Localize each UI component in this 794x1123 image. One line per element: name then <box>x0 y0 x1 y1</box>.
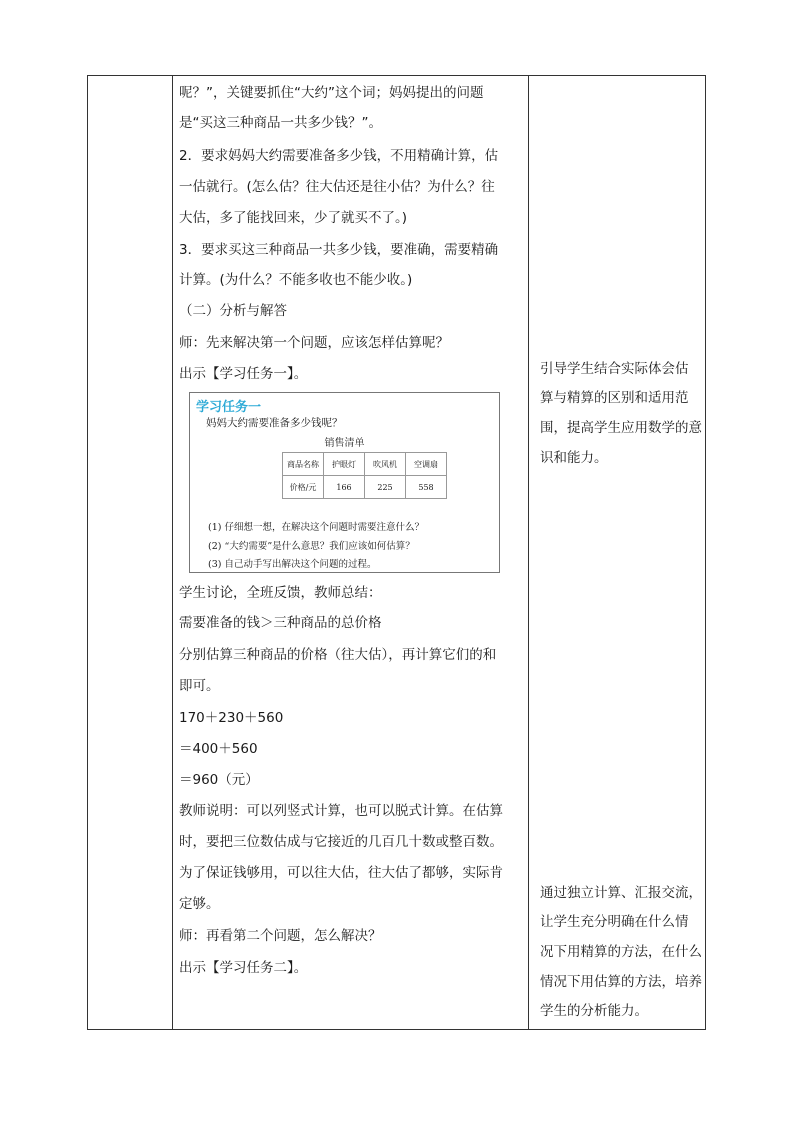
side-note-line: 况下用精算的方法，在什么 <box>540 944 702 960</box>
table-cell: 护眼灯 <box>324 453 365 476</box>
side-note-line: 算与精算的区别和适用范 <box>540 390 689 406</box>
task-item: (3) 自己动手写出解决这个问题的过程。 <box>208 559 377 570</box>
calc-line: 170＋230＋560 <box>179 710 284 726</box>
main-line: 定够。 <box>179 896 220 912</box>
task-item: (2) “大约需要”是什么意思？我们应该如何估算？ <box>208 541 415 552</box>
table-row <box>283 453 447 476</box>
side-note-line: 引导学生结合实际体会估 <box>540 361 689 377</box>
task-subtitle: 销售清单 <box>324 438 365 449</box>
main-line: 师：再看第二个问题，怎么解决？ <box>179 928 382 944</box>
column-divider-right <box>528 76 529 1029</box>
column-divider-left <box>172 76 173 1029</box>
task-title: 学习任务一 <box>196 400 262 415</box>
task-item: (1) 仔细想一想，在解决这个问题时需要注意什么？ <box>208 522 424 533</box>
task-question: 妈妈大约需要准备多少钱呢？ <box>206 417 343 429</box>
side-note-line: 识和能力。 <box>540 450 608 466</box>
table-cell: 166 <box>324 476 365 499</box>
main-line: 2．要求妈妈大约需要准备多少钱，不用精确计算，估 <box>179 148 499 164</box>
table-row <box>283 476 447 499</box>
main-line: 教师说明：可以列竖式计算，也可以脱式计算。在估算 <box>179 803 503 819</box>
learning-task-box <box>189 392 500 573</box>
main-line: 需要准备的钱＞三种商品的总价格 <box>179 615 382 631</box>
main-line: 为了保证钱够用，可以往大估，往大估了都够，实际肯 <box>179 865 503 881</box>
side-note-line: 让学生充分明确在什么情 <box>540 914 689 930</box>
main-line: 师：先来解决第一个问题，应该怎样估算呢？ <box>179 335 449 351</box>
main-line: 大估，多了能找回来，少了就买不了。) <box>179 210 408 226</box>
section-heading: （二）分析与解答 <box>179 303 287 319</box>
side-note-line: 围，提高学生应用数学的意 <box>540 420 702 436</box>
side-note-line: 情况下用估算的方法，培养 <box>540 974 702 990</box>
side-note-line: 学生的分析能力。 <box>540 1003 648 1019</box>
main-line: 即可。 <box>179 678 220 694</box>
table-cell: 225 <box>365 476 406 499</box>
main-line: 3．要求买这三种商品一共多少钱，要准确，需要精确 <box>179 242 499 258</box>
main-line: 计算。(为什么？不能多收也不能少收。) <box>179 272 413 288</box>
lesson-table <box>87 75 706 1030</box>
main-line: 是“买这三种商品一共多少钱？”。 <box>179 115 382 131</box>
calc-line: ＝960（元） <box>179 772 259 788</box>
table-cell: 吹风机 <box>365 453 406 476</box>
table-cell: 空调扇 <box>406 453 447 476</box>
side-note-line: 通过独立计算、汇报交流， <box>540 885 702 901</box>
main-line: 分别估算三种商品的价格（往大估），再计算它们的和 <box>179 647 497 663</box>
main-line: 呢？”，关键要抓住“大约”这个词；妈妈提出的问题 <box>179 85 484 101</box>
main-line: 学生讨论，全班反馈，教师总结： <box>179 585 382 601</box>
main-line: 出示【学习任务二】。 <box>179 960 308 976</box>
table-cell: 商品名称 <box>283 453 324 476</box>
main-line: 时，要把三位数估成与它接近的几百几十数或整百数。 <box>179 834 503 850</box>
main-line: 出示【学习任务一】。 <box>179 366 308 382</box>
sales-list-table <box>282 452 447 499</box>
calc-line: ＝400＋560 <box>179 741 258 757</box>
table-cell: 558 <box>406 476 447 499</box>
main-line: 一估就行。(怎么估？往大估还是往小估？为什么？往 <box>179 179 495 195</box>
table-cell: 价格/元 <box>283 476 324 499</box>
